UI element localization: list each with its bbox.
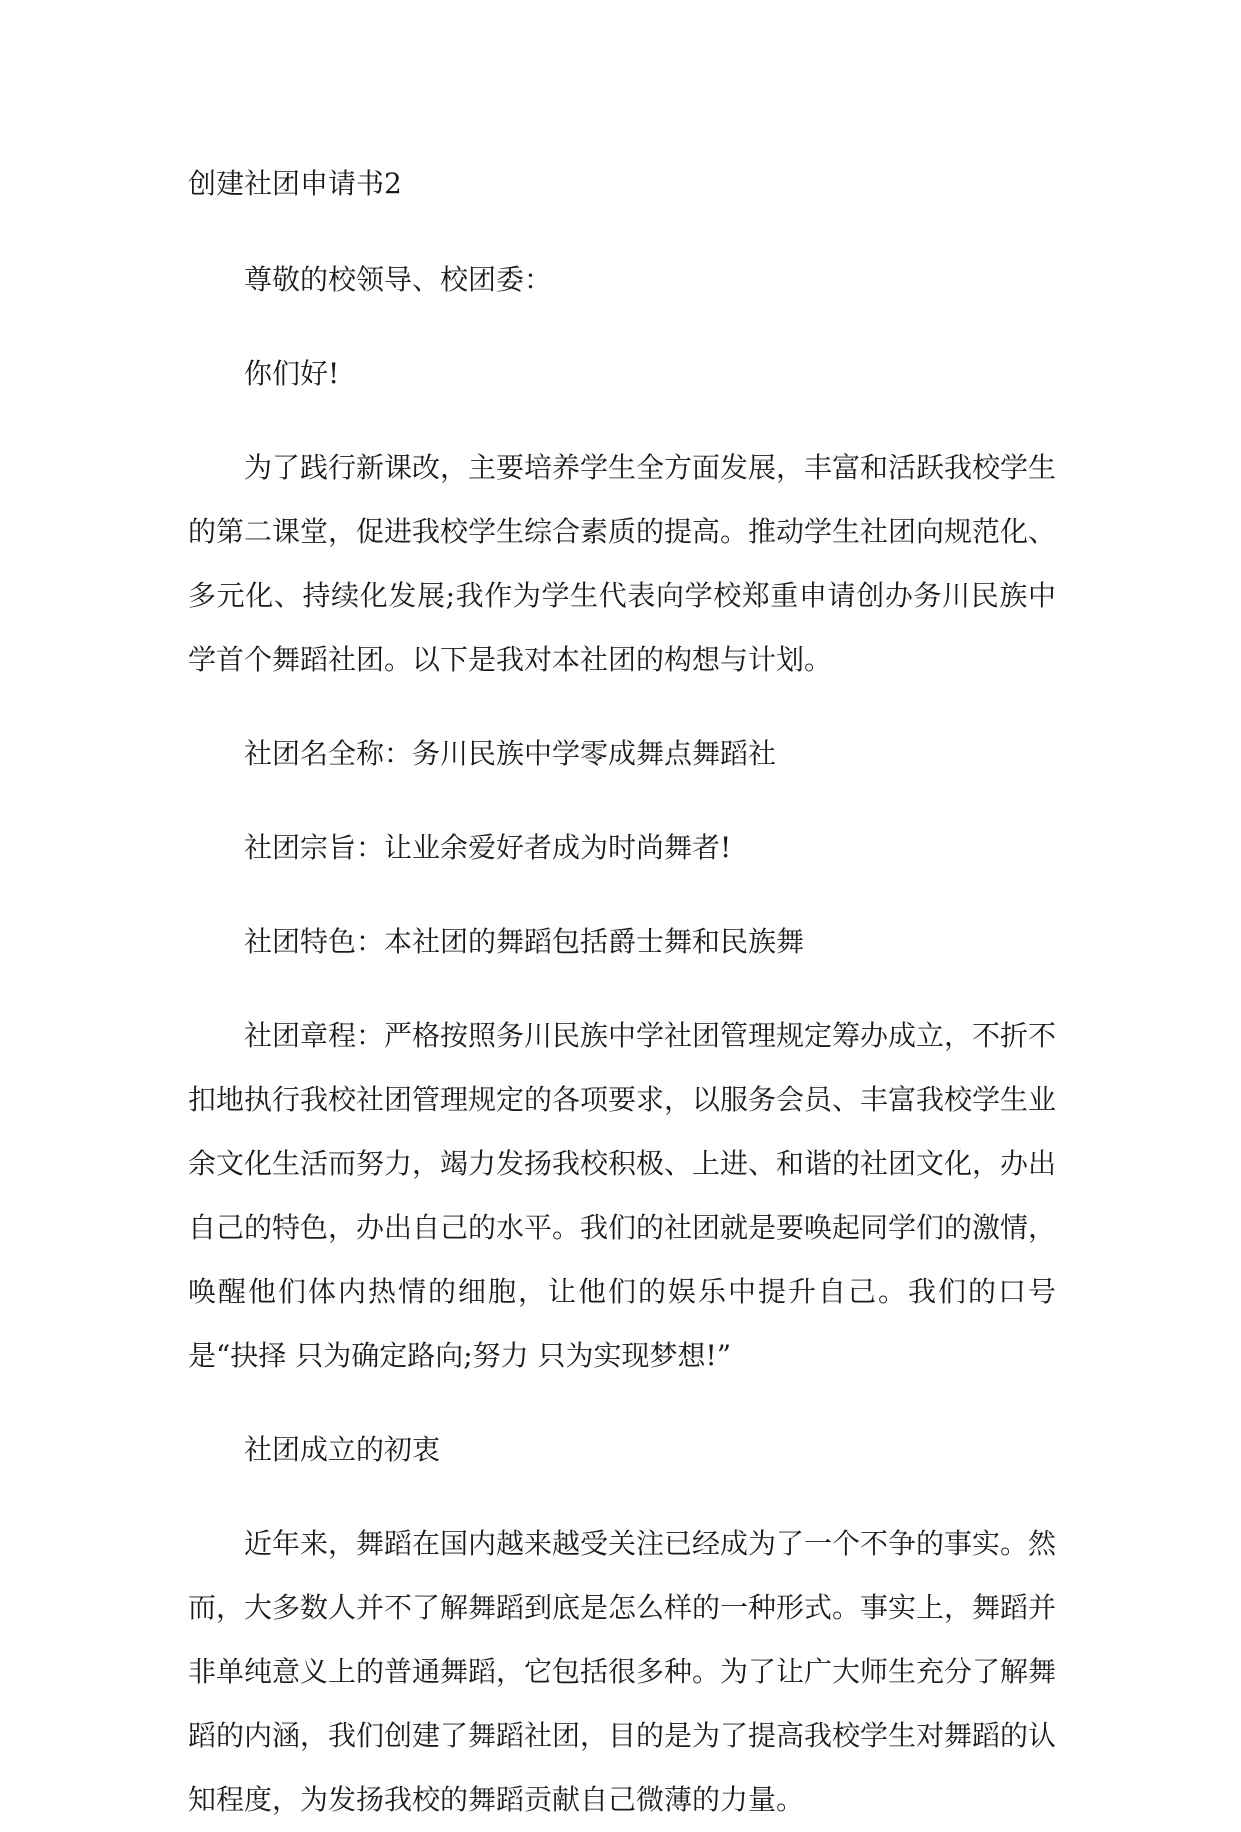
greeting: 你们好! (244, 357, 340, 390)
salutation: 尊敬的校领导、校团委： (244, 263, 553, 296)
club-feature-paragraph: 社团特色：本社团的舞蹈包括爵士舞和民族舞 (244, 925, 805, 958)
club-name-paragraph: 社团名全称：务川民族中学零成舞点舞蹈社 (244, 737, 777, 770)
club-charter-paragraph: 社团章程：严格按照务川民族中学社团管理规定筹办成立，不折不扣地执行我校社团管理规定的各项要求，以服务会员、丰富我校学生业余文化生活而努力，竭力发扬我校积极、上进、和谐的社团文化，办出自己的特色，办出自己的水平。我们的社团就是要唤起同学们的激情，唤醒他们体内热情的细胞，让他们的娱乐中提升自己。我们的口号是“抉择 只为确定路向;努力 只为实现梦想!” (188, 1019, 1057, 1372)
intro-paragraph: 为了践行新课改，主要培养学生全方面发展，丰富和活跃我校学生的第二课堂，促进我校学生综合素质的提高。推动学生社团向规范化、多元化、持续化发展;我作为学生代表向学校郑重申请创办务川民族中学首个舞蹈社团。以下是我对本社团的构想与计划。 (188, 451, 1057, 676)
origin-paragraph: 近年来，舞蹈在国内越来越受关注已经成为了一个不争的事实。然而，大多数人并不了解舞蹈到底是怎么样的一种形式。事实上，舞蹈并非单纯意义上的普通舞蹈，它包括很多种。为了让广大师生充分了解舞蹈的内涵，我们创建了舞蹈社团，目的是为了提高我校学生对舞蹈的认知程度，为发扬我校的舞蹈贡献自己微薄的力量。 (188, 1527, 1057, 1816)
club-purpose-paragraph: 社团宗旨：让业余爱好者成为时尚舞者! (244, 831, 732, 864)
origin-heading: 社团成立的初衷 (244, 1433, 441, 1466)
document-title: 创建社团申请书2 (188, 167, 402, 200)
document-body (188, 152, 1056, 1832)
